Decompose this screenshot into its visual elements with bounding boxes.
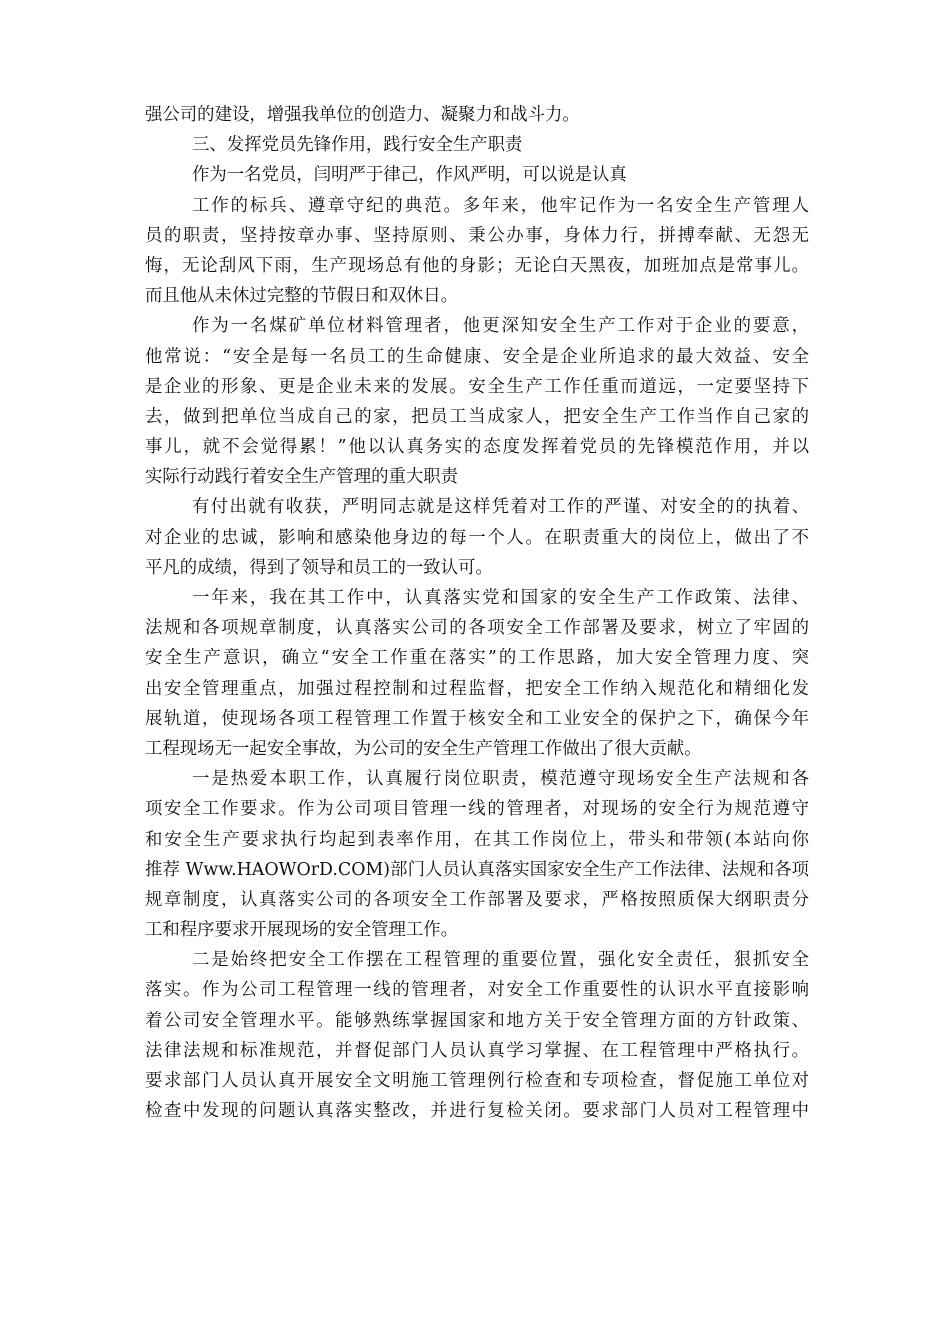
text-line: 工和程序要求开展现场的安全管理工作。 bbox=[145, 920, 459, 941]
text-line: 和安全生产要求执行均起到表率作用，在其工作岗位上，带头和带领(本站向你 bbox=[145, 829, 809, 850]
document-page bbox=[145, 100, 809, 1126]
text-line: 规章制度，认真落实公司的各项安全工作部署及要求，严格按照质保大纲职责分 bbox=[145, 889, 809, 910]
text-line: 法规和各项规章制度，认真落实公司的各项安全工作部署及要求，树立了牢固的 bbox=[145, 618, 809, 639]
text-line: 而且他从未休过完整的节假日和双休日。 bbox=[145, 286, 459, 307]
text-line: 是企业的形象、更是企业未来的发展。安全生产工作任重而道远，一定要坚持下 bbox=[145, 376, 809, 397]
text-line: 安全生产意识，确立“安全工作重在落实”的工作思路，加大安全管理力度、突 bbox=[145, 648, 809, 669]
text-line: 作为一名党员，闫明严于律己，作风严明，可以说是认真 bbox=[192, 165, 627, 186]
text-line: 落实。作为公司工程管理一线的管理者，对安全工作重要性的认识水平直接影响 bbox=[145, 980, 809, 1001]
text-line: 工作的标兵、遵章守纪的典范。多年来，他牢记作为一名安全生产管理人 bbox=[192, 195, 809, 216]
text-line: 一是热爱本职工作，认真履行岗位职责，模范遵守现场安全生产法规和各 bbox=[192, 769, 809, 790]
text-line: 法律法规和标准规范，并督促部门人员认真学习掌握、在工程管理中严格执行。 bbox=[145, 1040, 809, 1061]
section-heading: 三、发挥党员先锋作用，践行安全生产职责 bbox=[192, 135, 523, 156]
text-line: 员的职责，坚持按章办事、坚持原则、秉公办事，身体力行，拼搏奉献、无怨无 bbox=[145, 225, 809, 246]
text-line: 对企业的忠诚，影响和感染他身边的每一个人。在职责重大的岗位上，做出了不 bbox=[145, 527, 809, 548]
text-line: 去，做到把单位当成自己的家，把员工当成家人，把安全生产工作当作自己家的 bbox=[145, 406, 809, 427]
text-line: 他常说：“安全是每一名员工的生命健康、安全是企业所追求的最大效益、安全 bbox=[145, 346, 809, 367]
text-line: 事儿，就不会觉得累！”他以认真务实的态度发挥着党员的先锋模范作用，并以 bbox=[145, 437, 809, 458]
text-line: 要求部门人员认真开展安全文明施工管理例行检查和专项检查，督促施工单位对 bbox=[145, 1071, 809, 1091]
text-line: 检查中发现的问题认真落实整改，并进行复检关闭。要求部门人员对工程管理中 bbox=[145, 1101, 809, 1122]
text-line: 着公司安全管理水平。能够熟练掌握国家和地方关于安全管理方面的方针政策、 bbox=[145, 1010, 809, 1031]
text-line: 项安全工作要求。作为公司项目管理一线的管理者，对现场的安全行为规范遵守 bbox=[145, 799, 809, 820]
text-line: 有付出就有收获，严明同志就是这样凭着对工作的严谨、对安全的的执着、 bbox=[192, 497, 809, 518]
text-line: 出安全管理重点，加强过程控制和过程监督，把安全工作纳入规范化和精细化发 bbox=[145, 678, 809, 699]
text-line: 作为一名煤矿单位材料管理者，他更深知安全生产工作对于企业的要意， bbox=[192, 316, 809, 337]
text-line: 悔，无论刮风下雨，生产现场总有他的身影；无论白天黑夜，加班加点是常事儿。 bbox=[145, 255, 809, 276]
text-line: 工程现场无一起安全事故，为公司的安全生产管理工作做出了很大贡献。 bbox=[145, 738, 702, 759]
text-line: 强公司的建设，增强我单位的创造力、凝聚力和战斗力。 bbox=[145, 105, 580, 125]
text-line: 二是始终把安全工作摆在工程管理的重要位置，强化安全责任，狠抓安全 bbox=[192, 950, 809, 971]
text-line: 展轨道，使现场各项工程管理工作置于核安全和工业安全的保护之下，确保今年 bbox=[145, 708, 809, 729]
text-line: 平凡的成绩，得到了领导和员工的一致认可。 bbox=[145, 557, 493, 578]
text-line: 推荐 Www.HAOWOrD.COM)部门人员认真落实国家安全生产工作法律、法规和各项 bbox=[145, 859, 809, 880]
text-line: 一年来，我在其工作中，认真落实党和国家的安全生产工作政策、法律、 bbox=[192, 588, 809, 608]
text-line: 实际行动践行着安全生产管理的重大职责 bbox=[145, 467, 459, 488]
